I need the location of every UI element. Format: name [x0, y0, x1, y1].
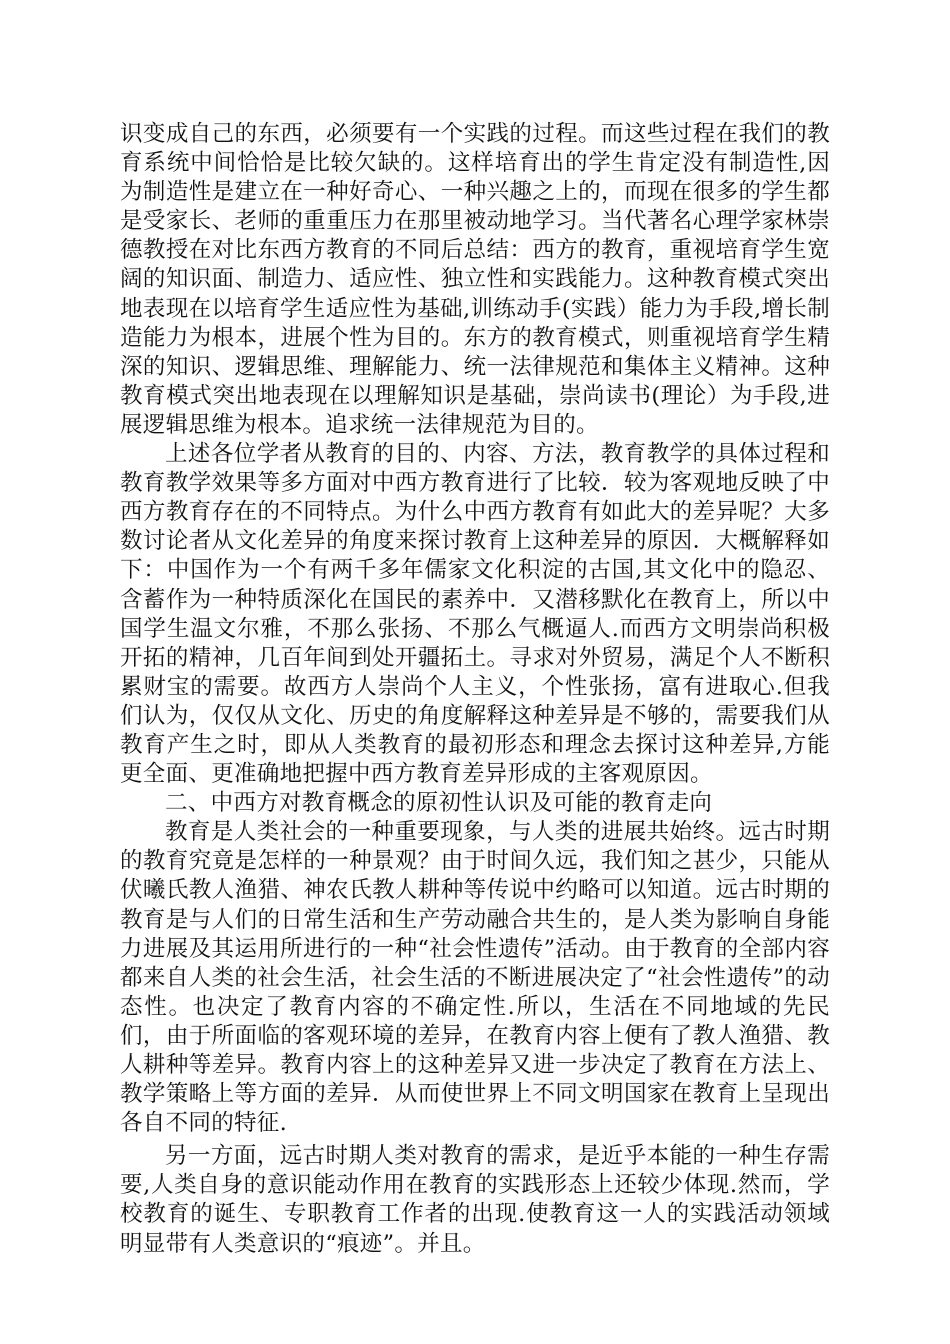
section-heading: 二、中西方对教育概念的原初性认识及可能的教育走向	[165, 790, 713, 817]
document-body	[120, 120, 830, 1259]
paragraph-comparison: 上述各位学者从教育的目的、内容、方法，教育教学的具体过程和教育教学效果等多方面对中西方教育进行了比较．较为客观地反映了中西方教育存在的不同特点。为什么中西方教育有如此大的差异呢？大多数讨论者从文化差异的角度来探讨教育上这种差异的原因．大概解释如下：中国作为一个有两千多年儒家文化积淀的古国,其文化中的隐忍、含蓄作为一种特质深化在国民的素养中．又潜移默化在教育上，所以中国学生温文尔雅，不那么张扬、不那么气概逼人.而西方文明崇尚积极开拓的精神，几百年间到处开疆拓土。寻求对外贸易，满足个人不断积累财宝的需要。故西方人崇尚个人主义，个性张扬，富有进取心.但我们认为，仅仅从文化、历史的角度解释这种差异是不够的，需要我们从教育产生之时，即从人类教育的最初形态和理念去探讨这种差异,方能更全面、更准确地把握中西方教育差异形成的主客观原因。	[120, 441, 830, 788]
paragraph-education-origin: 教育是人类社会的一种重要现象，与人类的进展共始终。远古时期的教育究竟是怎样的一种景观？由于时间久远，我们知之甚少，只能从伏曦氏教人渔猎、神农氏教人耕种等传说中约略可以知道。远古时期的教育是与人们的日常生活和生产劳动融合共生的，是人类为影响自身能力进展及其运用所进行的一种“社会性遗传”活动。由于教育的全部内容都来自人类的社会生活，社会生活的不断进展决定了“社会性遗传”的动态性。也决定了教育内容的不确定性.所以，生活在不同地域的先民们，由于所面临的客观环境的差异，在教育内容上便有了教人渔猎、教人耕种等差异。教育内容上的这种差异又进一步决定了教育在方法上、教学策略上等方面的差异．从而使世界上不同文明国家在教育上呈现出各自不同的特征.	[120, 819, 830, 1137]
paragraph-other-aspect: 另一方面，远古时期人类对教育的需求，是近乎本能的一种生存需要,人类自身的意识能动作用在教育的实践形态上还较少体现.然而，学校教育的诞生、专职教育工作者的出现.使教育这一人的实践活动领域明显带有人类意识的“痕迹”。并且。	[120, 1143, 830, 1257]
paragraph-continuation: 识变成自己的东西，必须要有一个实践的过程。而这些过程在我们的教育系统中间恰恰是比较欠缺的。这样培育出的学生肯定没有制造性,因为制造性是建立在一种好奇心、一种兴趣之上的，而现在很多的学生都是受家长、老师的重重压力在那里被动地学习。当代著名心理学家林崇德教授在对比东西方教育的不同后总结：西方的教育，重视培育学生宽阔的知识面、制造力、适应性、独立性和实践能力。这种教育模式突出地表现在以培育学生适应性为基础,训练动手(实践）能力为手段,增长制造能力为根本，进展个性为目的。东方的教育模式，则重视培育学生精深的知识、逻辑思维、理解能力、统一法律规范和集体主义精神。这种教育模式突出地表现在以理解知识是基础，崇尚读书(理论）为手段,进展逻辑思维为根本。追求统一法律规范为目的。	[120, 121, 830, 438]
